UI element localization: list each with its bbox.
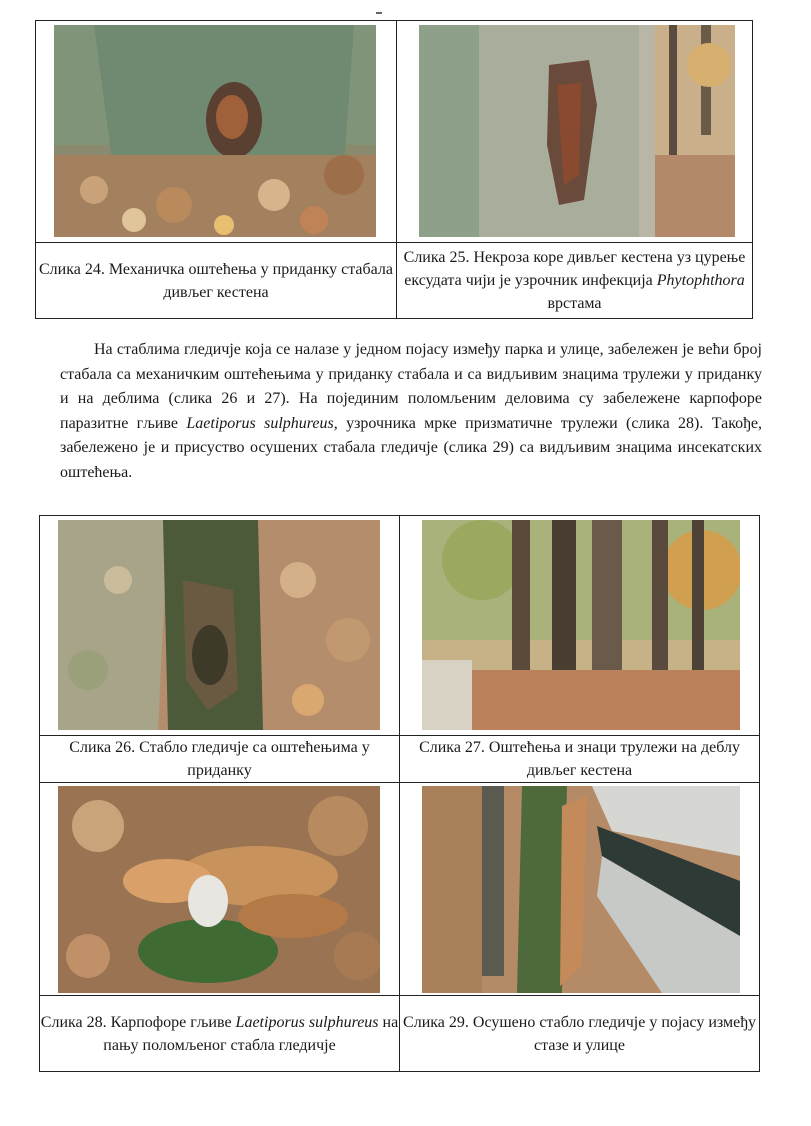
figure-29-caption: Слика 29. Осушено стабло гледичје у појасу између стазе и улице [400,996,760,1072]
figure-26-photo [58,520,380,730]
figure-24-caption: Слика 24. Механичка оштећења у приданку стабала дивљег кестена [36,243,397,319]
figure-28-cell [40,783,400,996]
figure-27-cell [400,516,760,736]
figure-table-bottom [39,515,760,1072]
figure-24-photo [54,25,376,237]
figure-28-photo [58,786,380,993]
figure-25-cell [397,21,753,243]
figure-24-cell [36,21,397,243]
body-paragraph: На стаблима гледичје која се налазе у једном појасу између парка и улице, забележен је већи број стабала са механичким оштећењима у приданку стабала и са видљивим знацима трулежи у приданку и на деблима (слика 26 и 27). На појединим поломљеним деловима су забележене карпофоре паразитне гљиве Laetiporus sulphureus, узрочника мрке призматичне трулежи (слика 28). Такође, забележено је и присуство осушених стабала гледичје (слика 29) са видљивим знацима инсекатских оштећења. [60,341,763,481]
page-mark [376,12,382,14]
figure-27-photo [422,520,740,730]
figure-28-caption: Слика 28. Карпофоре гљиве Laetiporus sulphureus на пању поломљеног стабла гледичје [40,996,400,1072]
figure-29-photo [422,786,740,993]
figure-25-caption: Слика 25. Некроза коре дивљег кестена уз цурење ексудата чији је узрочник инфекција Phytophthora врстама [397,243,753,319]
figure-26-caption: Слика 26. Стабло гледичје са оштећењима у приданку [40,736,400,783]
figure-29-cell [400,783,760,996]
figure-table-top [35,20,753,319]
figure-27-caption: Слика 27. Оштећења и знаци трулежи на деблу дивљег кестена [400,736,760,783]
figure-25-photo [419,25,735,237]
figure-26-cell [40,516,400,736]
